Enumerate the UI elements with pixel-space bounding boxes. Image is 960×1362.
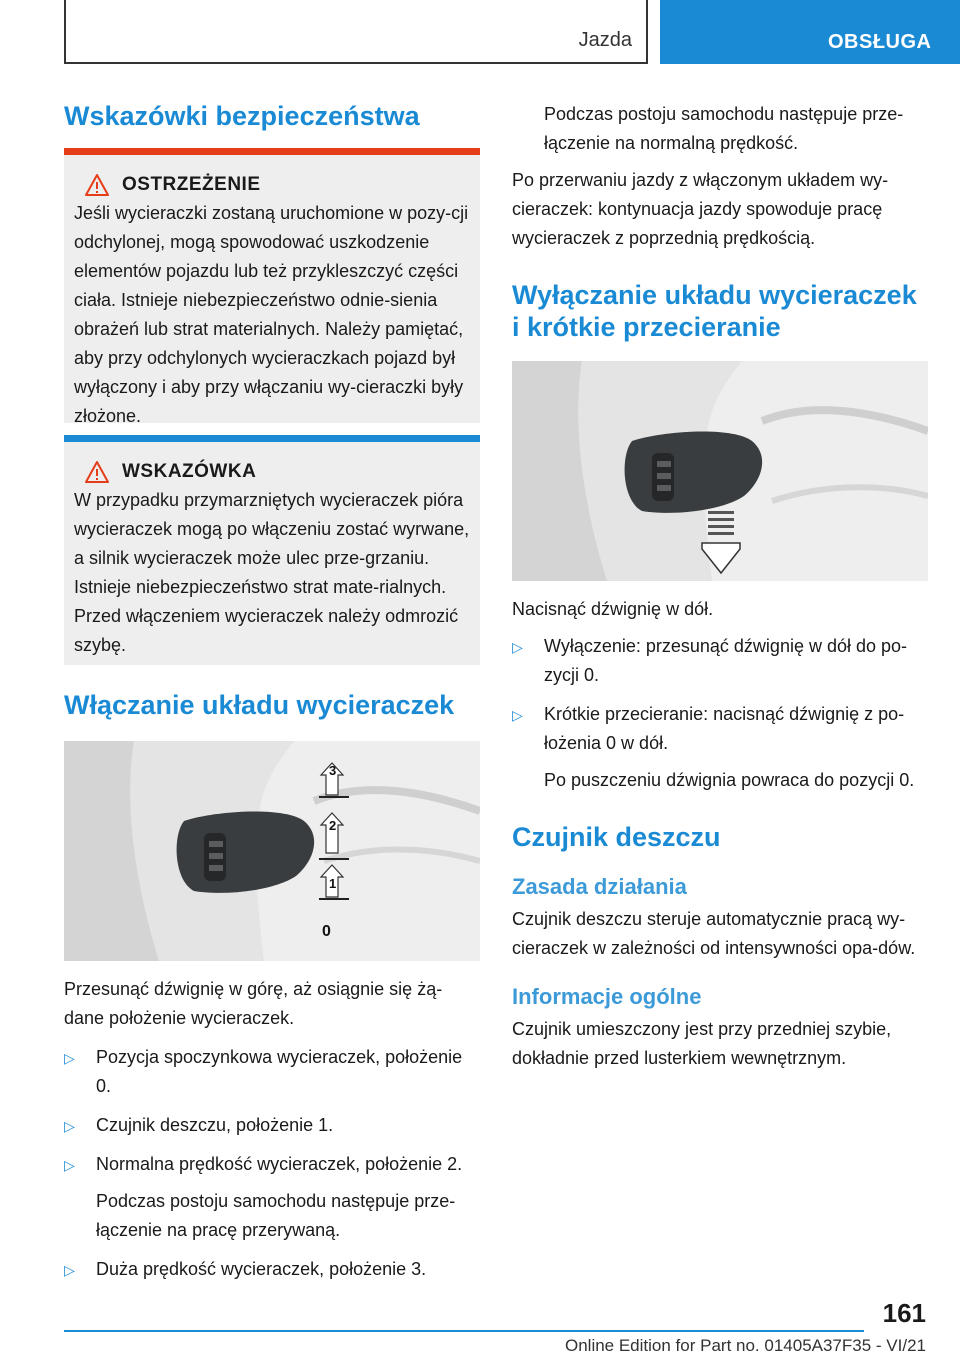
warning-title: OSTRZEŻENIE [122, 174, 261, 195]
triangle-right-icon: ▷ [64, 1050, 75, 1066]
triangle-right-icon: ▷ [512, 707, 523, 723]
figure-label-2: 2 [329, 818, 337, 833]
footer-divider [64, 1330, 864, 1332]
left-column [64, 100, 480, 1284]
list-item: ▷ Wyłączenie: przesunąć dźwignię w dół do po-zycji 0. [512, 632, 928, 690]
list-item-sub: Po puszczeniu dźwignia powraca do pozycji 0. [544, 770, 915, 790]
chapter-title: Jazda [578, 29, 632, 51]
warning-text: Jeśli wycieraczki zostaną uruchomione w pozy-cji odchylonej, mogą spowodować uszkodzenie elementów pojazdu lub też przykleszczyć części ciała. Istnieje niebezpieczeństwo odnie-sienia obrażeń lub strat materialnych. Należy pamiętać, aby przy odchylonych wycieraczkach pojazd był wyłączony i aby przy włączaniu wy-cieraczki były złożone. [74, 203, 469, 426]
warning-triangle-icon [84, 173, 110, 197]
wiper-off-title: Wyłączanie układu wycieraczek i krótkie przecieranie [512, 280, 917, 342]
section-tab-label: OBSŁUGA [828, 31, 932, 53]
continued-text: Podczas postoju samochodu następuje prze-łączenie na normalną prędkość. [544, 104, 904, 153]
triangle-right-icon: ▷ [64, 1157, 75, 1173]
paragraph: Po przerwaniu jazdy z włączonym układem wy-cieraczek: kontynuacja jazdy spowoduje pracę wycieraczek z poprzednią prędkością. [512, 170, 889, 248]
edition-text: Online Edition for Part no. 01405A37F35 - VI/21 [564, 1336, 926, 1355]
page-number: 161 [882, 1298, 926, 1328]
principle-text: Czujnik deszczu steruje automatycznie pracą wy-cieraczek w zależności od intensywności opa-dów. [512, 909, 916, 958]
wiper-off-instruction: Nacisnąć dźwignię w dół. [512, 599, 714, 619]
triangle-right-icon: ▷ [512, 639, 523, 655]
principle-title: Zasada działania [512, 874, 687, 899]
general-info-title: Informacje ogólne [512, 984, 702, 1009]
running-header [64, 0, 648, 64]
right-column [512, 100, 928, 1073]
note-text: W przypadku przymarzniętych wycieraczek pióra wycieraczek mogą po włączeniu zostać wyrwane, a silnik wycieraczek może ulec prze-grzaniu. Istnieje niebezpieczeństwo strat mate-rialnych. Przed włączeniem wycieraczek należy odmrozić szybę. [74, 490, 470, 655]
list-item: ▷ Pozycja spoczynkowa wycieraczek, położenie 0. [64, 1043, 480, 1101]
triangle-right-icon: ▷ [64, 1262, 75, 1278]
figure-label-3: 3 [329, 763, 337, 778]
wiper-on-title: Włączanie układu wycieraczek [64, 690, 455, 720]
figure-label-0: 0 [322, 923, 331, 940]
note-box [64, 435, 480, 665]
list-item: ▷ Duża prędkość wycieraczek, położenie 3. [64, 1255, 480, 1284]
triangle-right-icon: ▷ [64, 1118, 75, 1134]
wiper-lever-down-figure [512, 361, 928, 581]
list-item-sub: Podczas postoju samochodu następuje prze-łączenie na pracę przerywaną. [96, 1191, 456, 1240]
section-tab [660, 0, 960, 64]
list-item: ▷ Krótkie przecieranie: nacisnąć dźwignię z po-łożenia 0 w dół. [512, 700, 928, 758]
figure-label-1: 1 [329, 876, 337, 891]
list-item: ▷ Normalna prędkość wycieraczek, położenie 2. [64, 1150, 480, 1179]
note-title: WSKAZÓWKA [122, 461, 257, 482]
list-item: ▷ Czujnik deszczu, położenie 1. [64, 1111, 480, 1140]
rain-sensor-title: Czujnik deszczu [512, 822, 721, 852]
warning-box [64, 148, 480, 426]
general-info-text: Czujnik umieszczony jest przy przedniej szybie, dokładnie przed lusterkiem wewnętrznym. [512, 1019, 892, 1068]
warning-triangle-icon [84, 460, 110, 484]
wiper-on-instruction: Przesunąć dźwignię w górę, aż osiągnie się żą-dane położenie wycieraczek. [64, 979, 443, 1028]
wiper-lever-up-figure [64, 741, 480, 961]
safety-title: Wskazówki bezpieczeństwa [64, 101, 420, 131]
